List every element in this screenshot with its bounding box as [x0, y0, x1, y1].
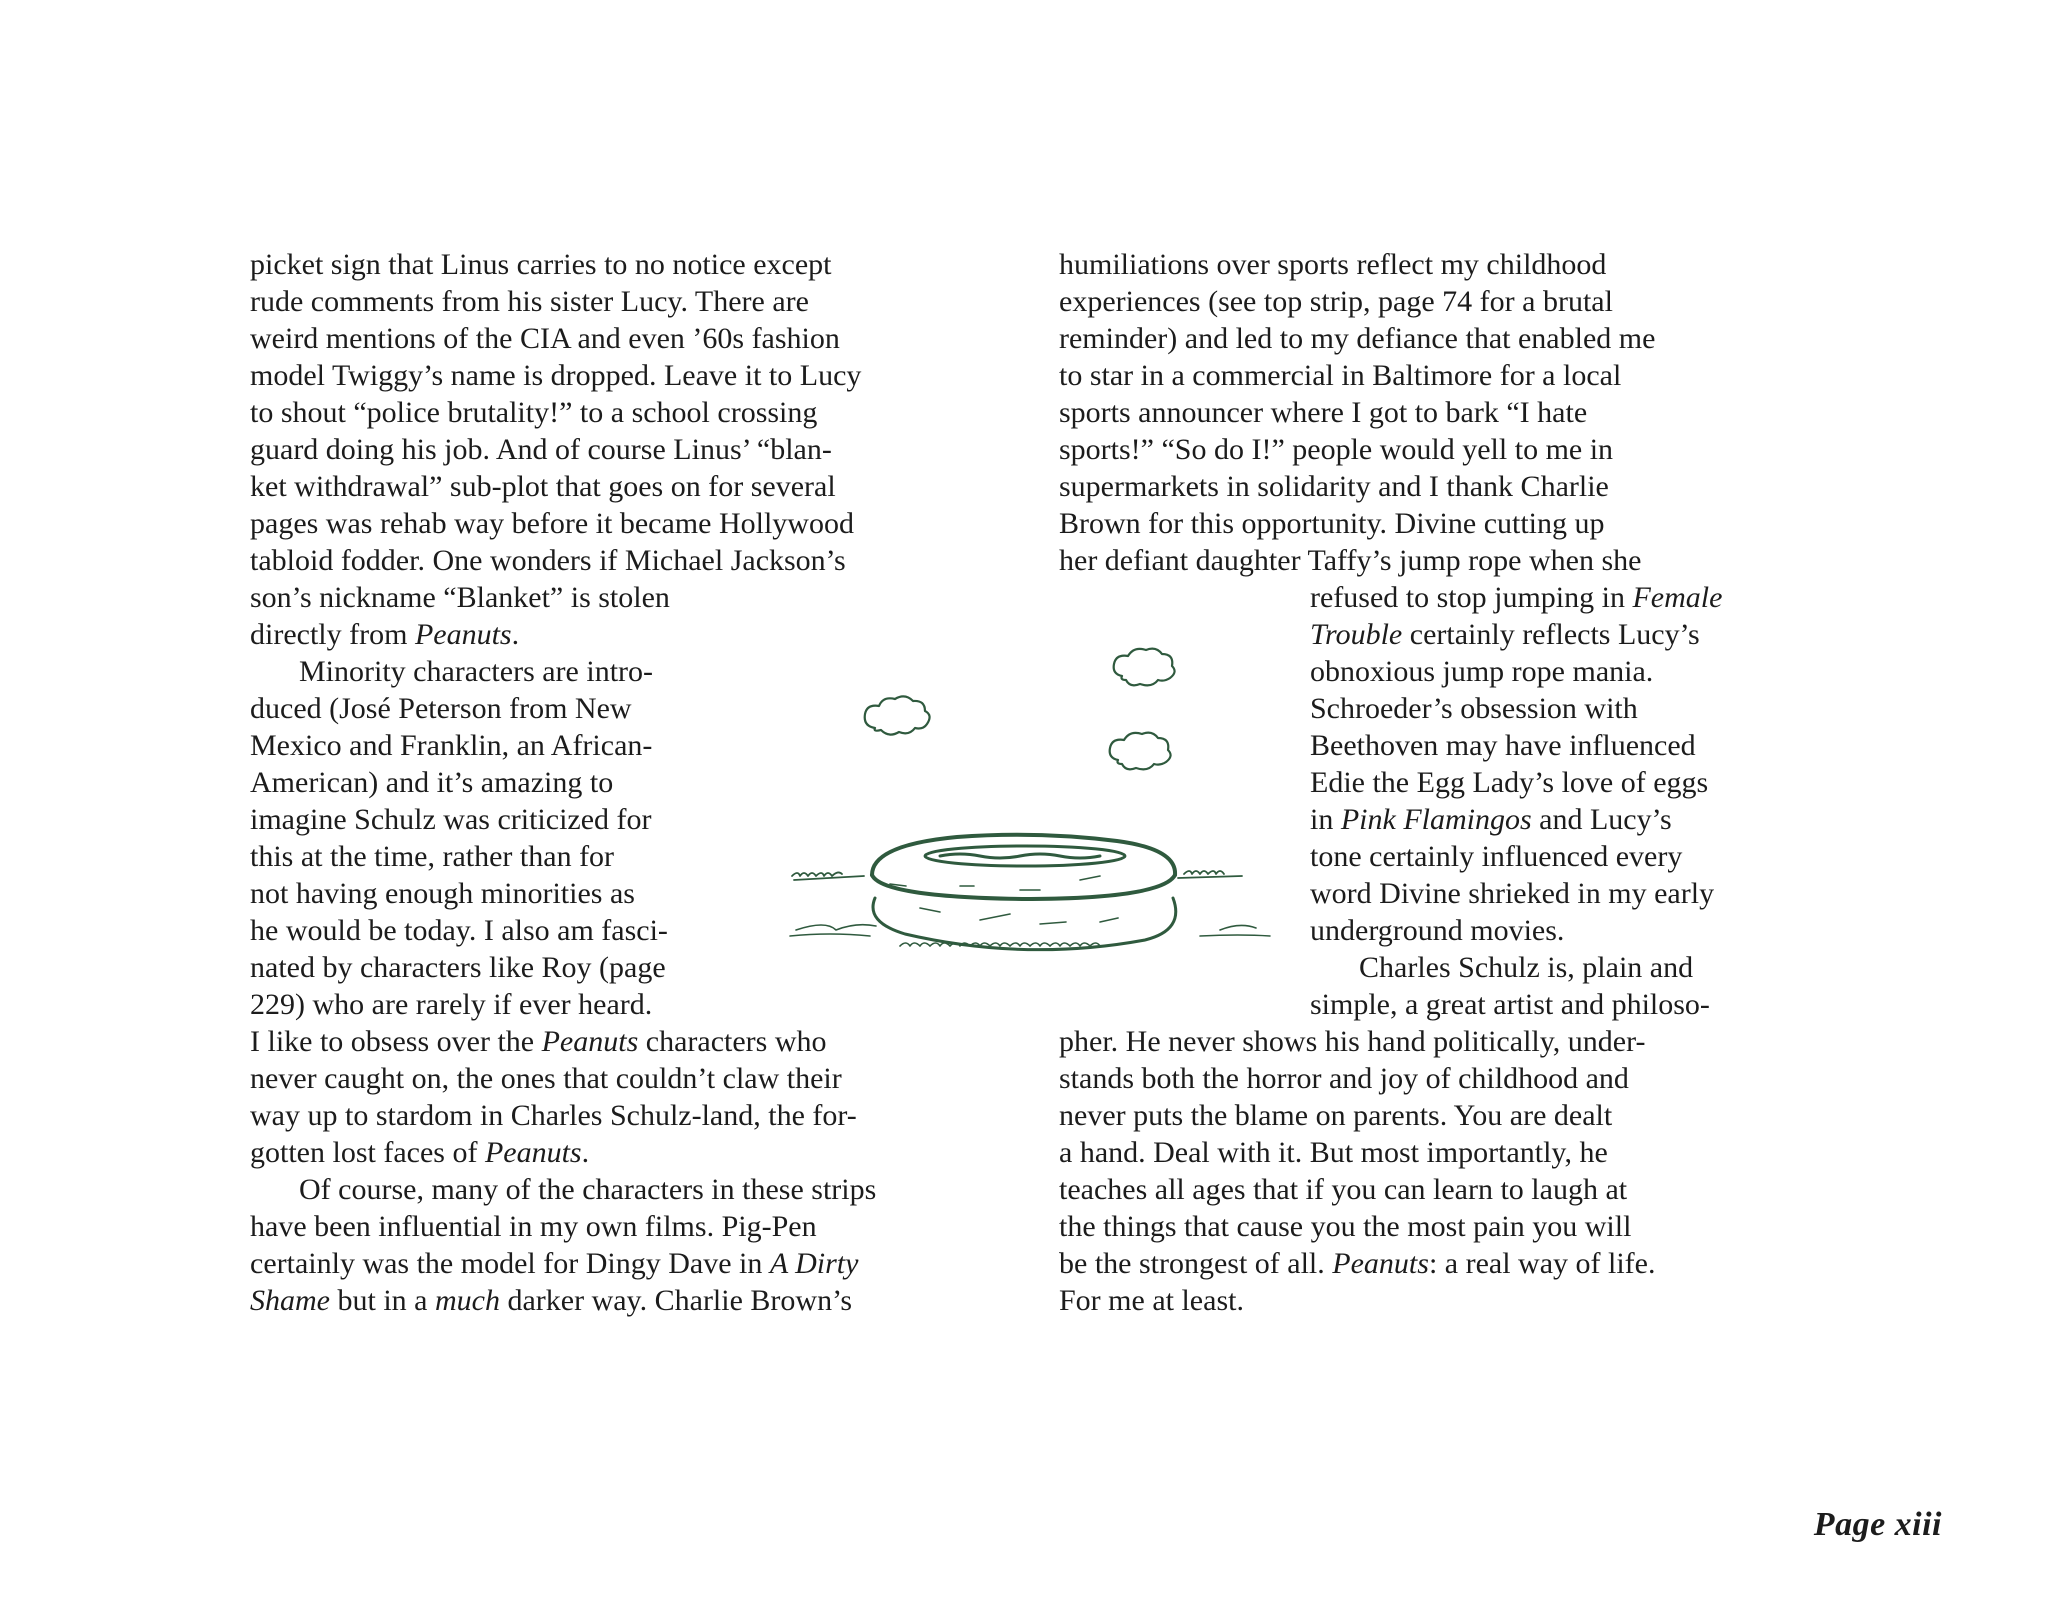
cloud-icon: [865, 696, 930, 734]
cloud-icon: [1110, 733, 1171, 770]
right-text-line: experiences (see top strip, page 74 for a brutal: [1059, 285, 1613, 318]
left-text-line: son’s nickname “Blanket” is stolen: [250, 581, 670, 614]
right-text-line: Beethoven may have influenced: [1310, 729, 1696, 762]
right-text-line: simple, a great artist and philoso-: [1310, 988, 1710, 1021]
left-text-line: Shame but in a much darker way. Charlie Brown’s: [250, 1284, 853, 1317]
right-text-line: be the strongest of all. Peanuts: a real way of life.: [1059, 1247, 1656, 1280]
left-text-line: tabloid fodder. One wonders if Michael Jackson’s: [250, 544, 846, 577]
left-text-line: have been influential in my own films. Pig-Pen: [250, 1210, 817, 1243]
right-text-line: word Divine shrieked in my early: [1310, 877, 1715, 910]
right-text-line: refused to stop jumping in Female: [1310, 581, 1723, 614]
left-text-line: gotten lost faces of Peanuts.: [250, 1136, 590, 1169]
right-text-line: Trouble certainly reflects Lucy’s: [1310, 618, 1700, 651]
right-text-line: Schroeder’s obsession with: [1310, 692, 1638, 725]
right-text-line: to star in a commercial in Baltimore for a local: [1059, 359, 1622, 392]
right-text-line: a hand. Deal with it. But most importantly, he: [1059, 1136, 1608, 1169]
right-text-line: never puts the blame on parents. You are dealt: [1059, 1099, 1613, 1132]
left-text-line: not having enough minorities as: [250, 877, 635, 910]
right-text-line: stands both the horror and joy of childhood and: [1059, 1062, 1629, 1095]
right-text-line: Charles Schulz is, plain and: [1359, 951, 1694, 984]
right-text-line: sports announcer where I got to bark “I hate: [1059, 396, 1588, 429]
left-text-line: way up to stardom in Charles Schulz-land, the for-: [250, 1099, 857, 1132]
left-text-line: Of course, many of the characters in these strips: [299, 1173, 877, 1206]
tire-illustration: [780, 640, 1300, 970]
left-text-line: he would be today. I also am fasci-: [250, 914, 668, 947]
right-text-line: For me at least.: [1059, 1284, 1244, 1317]
right-text-line: in Pink Flamingos and Lucy’s: [1310, 803, 1672, 836]
right-text-line: obnoxious jump rope mania.: [1310, 655, 1654, 688]
right-text-line: her defiant daughter Taffy’s jump rope when she: [1059, 544, 1642, 577]
left-text-line: pages was rehab way before it became Hollywood: [250, 507, 854, 540]
right-text-line: sports!” “So do I!” people would yell to me in: [1059, 433, 1614, 466]
right-text-line: supermarkets in solidarity and I thank Charlie: [1059, 470, 1609, 503]
left-text-line: this at the time, rather than for: [250, 840, 615, 873]
right-text-line: humiliations over sports reflect my childhood: [1059, 248, 1607, 281]
cloud-icon: [1114, 649, 1175, 686]
right-text-line: tone certainly influenced every: [1310, 840, 1683, 873]
left-text-line: rude comments from his sister Lucy. There are: [250, 285, 809, 318]
left-text-line: model Twiggy’s name is dropped. Leave it to Lucy: [250, 359, 862, 392]
left-text-line: American) and it’s amazing to: [250, 766, 614, 799]
left-text-line: Mexico and Franklin, an African-: [250, 729, 653, 762]
right-text-line: pher. He never shows his hand politically, under-: [1059, 1025, 1646, 1058]
left-text-line: directly from Peanuts.: [250, 618, 520, 651]
left-text-line: to shout “police brutality!” to a school crossing: [250, 396, 818, 429]
left-text-line: 229) who are rarely if ever heard.: [250, 988, 653, 1021]
left-text-line: certainly was the model for Dingy Dave in A Dirty: [250, 1247, 859, 1280]
right-text-line: underground movies.: [1310, 914, 1565, 947]
left-text-line: nated by characters like Roy (page: [250, 951, 666, 984]
left-text-line: imagine Schulz was criticized for: [250, 803, 652, 836]
page-number: Page xiii: [1813, 1506, 1942, 1543]
left-text-line: duced (José Peterson from New: [250, 692, 632, 725]
left-text-line: I like to obsess over the Peanuts characters who: [250, 1025, 827, 1058]
left-text-line: ket withdrawal” sub-plot that goes on for several: [250, 470, 836, 503]
left-text-line: never caught on, the ones that couldn’t claw their: [250, 1062, 842, 1095]
left-text-line: picket sign that Linus carries to no notice except: [250, 248, 832, 281]
right-text-line: teaches all ages that if you can learn to laugh at: [1059, 1173, 1628, 1206]
right-text-line: Edie the Egg Lady’s love of eggs: [1310, 766, 1709, 799]
right-text-line: the things that cause you the most pain you will: [1059, 1210, 1632, 1243]
right-text-line: Brown for this opportunity. Divine cutting up: [1059, 507, 1605, 540]
left-text-line: Minority characters are intro-: [299, 655, 654, 688]
left-text-line: guard doing his job. And of course Linus’ “blan-: [250, 433, 832, 466]
left-text-line: weird mentions of the CIA and even ’60s fashion: [250, 322, 840, 355]
right-text-line: reminder) and led to my defiance that enabled me: [1059, 322, 1656, 355]
